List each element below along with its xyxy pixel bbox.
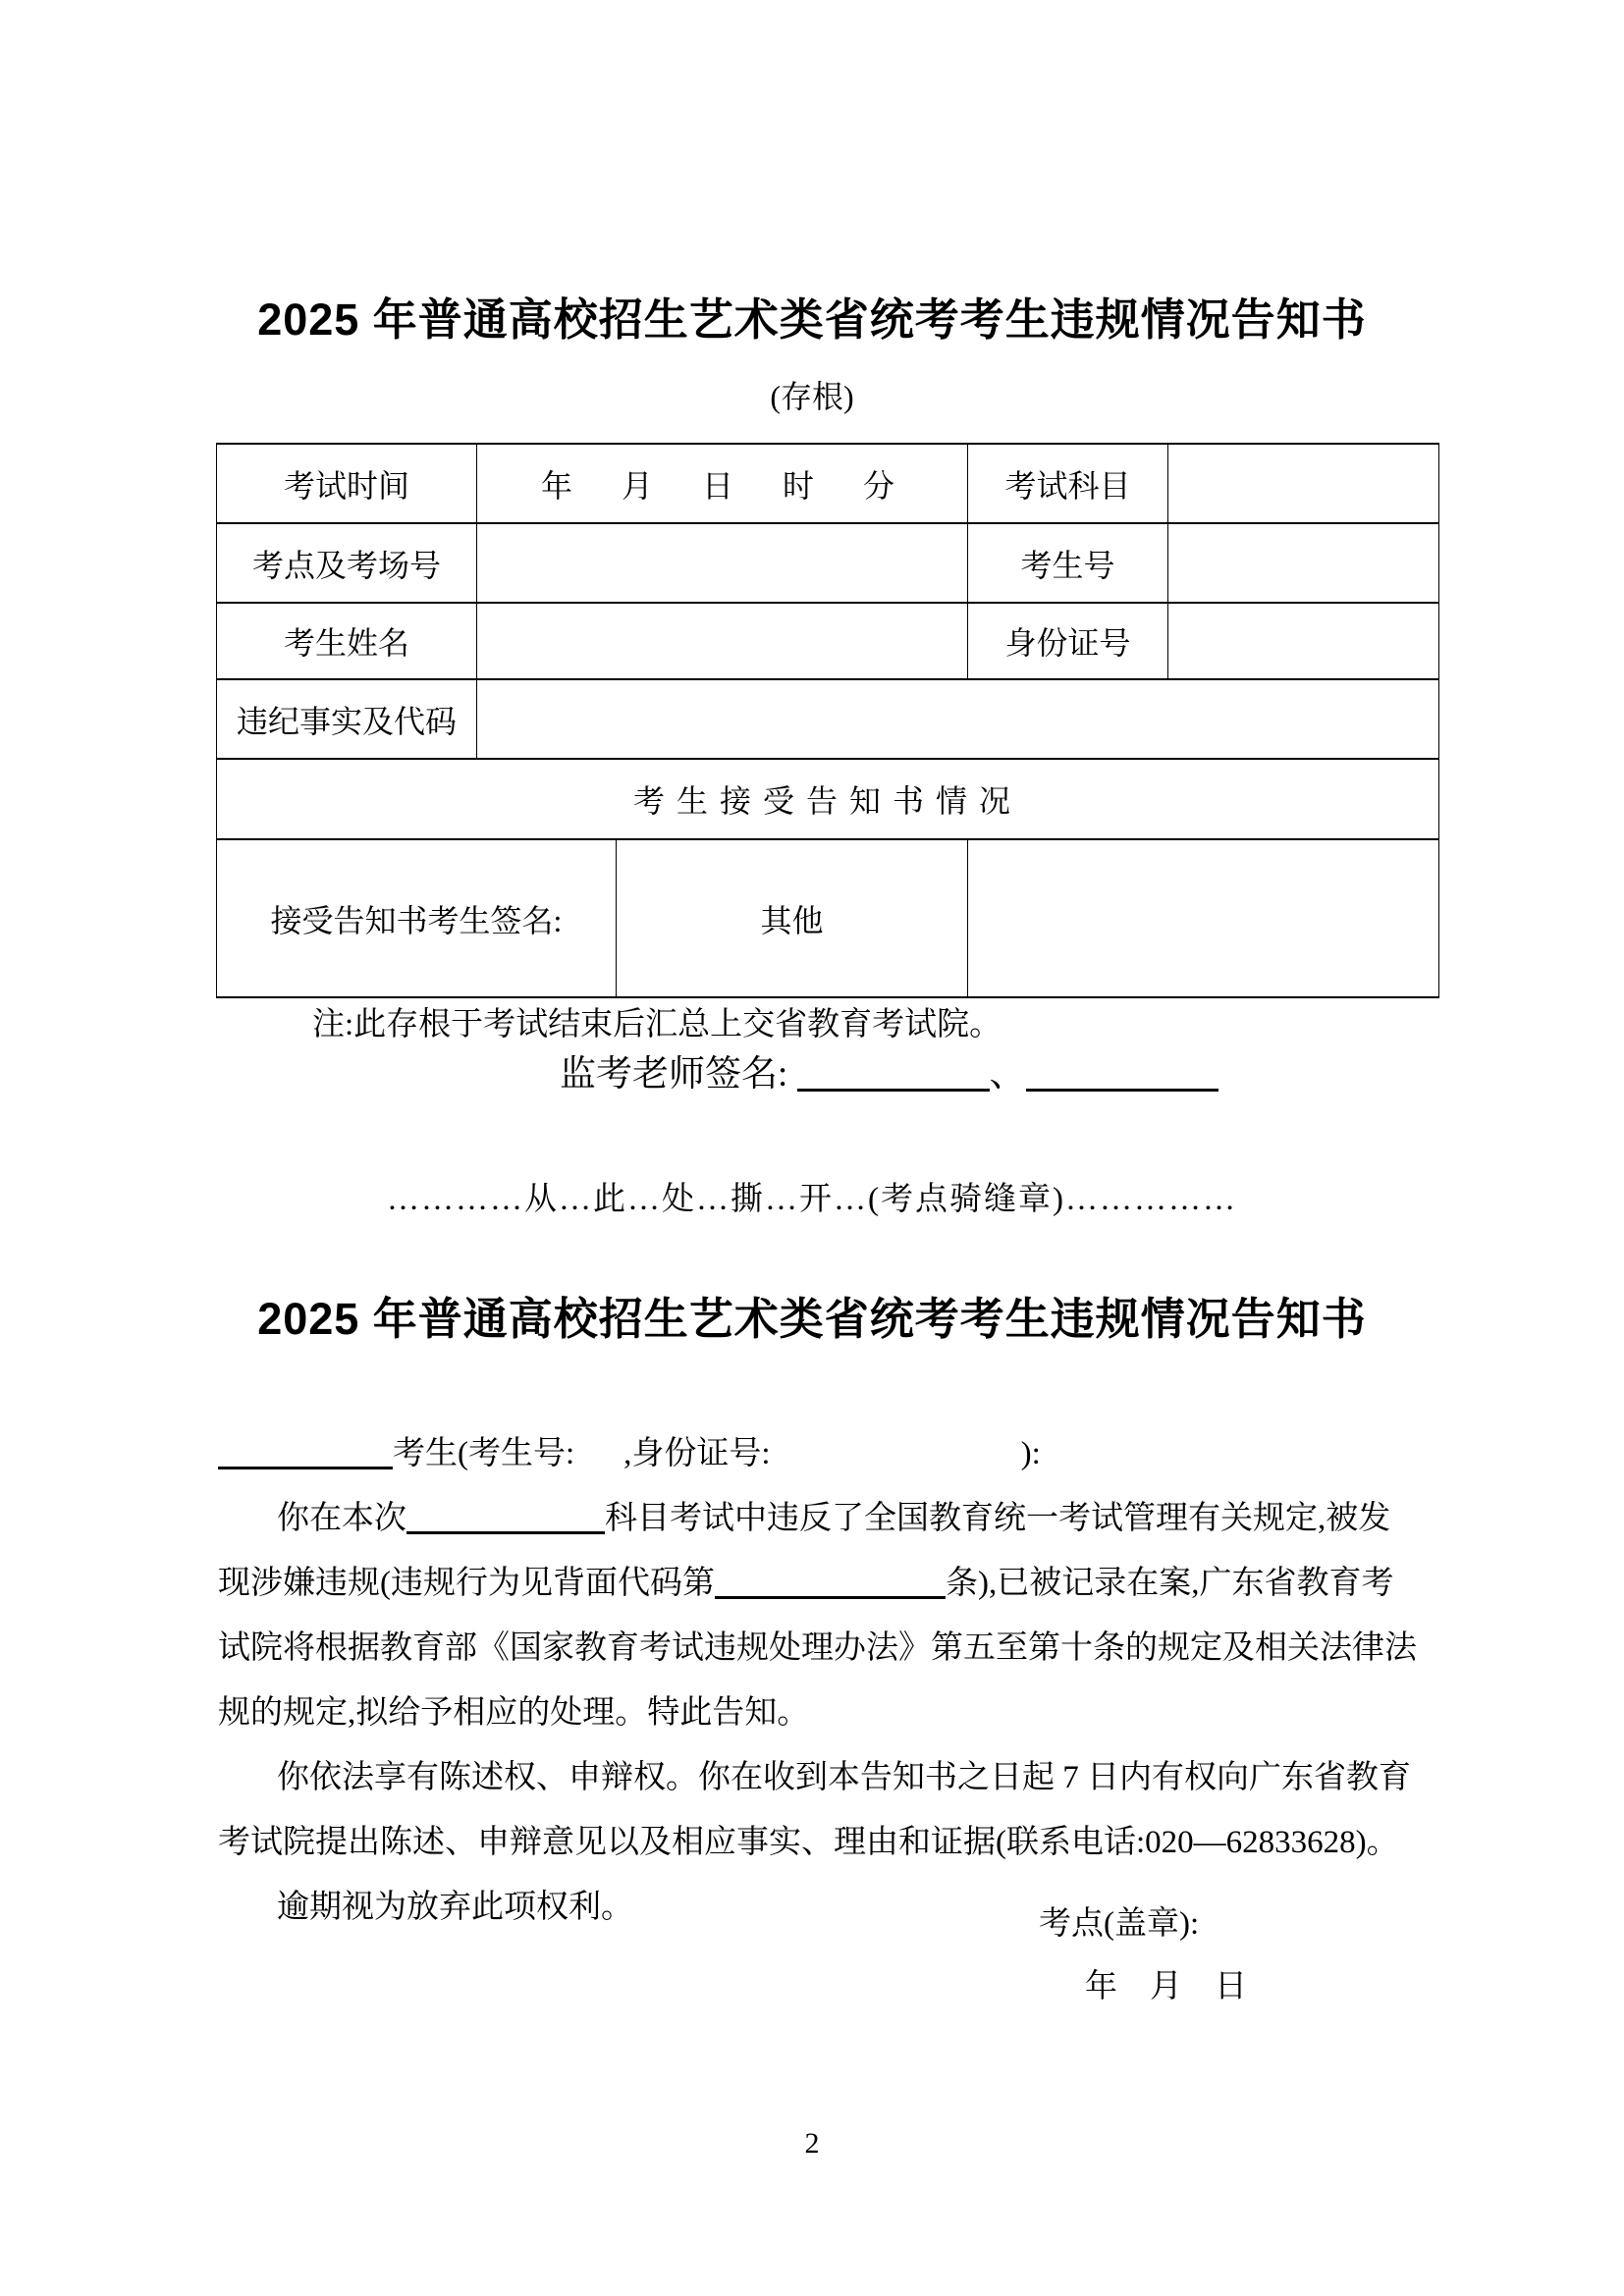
notice-line1-seg1: 考生(考生号:	[393, 1436, 575, 1471]
table-row-violation	[217, 679, 1439, 759]
table-row-signature	[217, 839, 1439, 997]
stub-subtitle: (存根)	[770, 379, 854, 414]
notice-line-3	[218, 1551, 1438, 1616]
stub-note: 注:此存根于考试结束后汇总上交省教育考试院。	[312, 1007, 1002, 1042]
other-label: 其他	[617, 839, 968, 997]
notice-line2-seg1: 你在本次	[277, 1501, 406, 1536]
code-number-blank	[715, 1596, 946, 1599]
notice-line-7: 考试院提出陈述、申辩意见以及相应事实、理由和证据(联系电话:020—62833628)。	[218, 1825, 1399, 1860]
notice-line1-seg3: ):	[1020, 1436, 1041, 1471]
violation-value-cell	[477, 679, 1439, 759]
notice-title: 2025 年普通高校招生艺术类省统考考生违规情况告知书	[257, 1294, 1367, 1344]
violation-label: 违纪事实及代码	[217, 679, 477, 759]
notice-line-6: 你依法享有陈述权、申辩权。你在收到本告知书之日起 7 日内有权向广东省教育	[277, 1760, 1411, 1795]
site-room-label: 考点及考场号	[217, 523, 477, 603]
subject-blank	[406, 1531, 605, 1534]
candidate-name-blank	[218, 1467, 393, 1469]
id-number-value-cell	[1168, 603, 1439, 679]
table-row-site-room	[217, 523, 1439, 603]
invigilator-label: 监考老师签名:	[560, 1054, 788, 1095]
table-row-receipt-header	[217, 759, 1439, 839]
notice-line-5: 规的规定,拟给予相应的处理。特此告知。	[218, 1695, 810, 1731]
candidate-no-label: 考生号	[968, 523, 1168, 603]
candidate-name-value-cell	[477, 603, 968, 679]
stub-title: 2025 年普通高校招生艺术类省统考考生违规情况告知书	[257, 294, 1367, 345]
receipt-header: 考生接受告知书情况	[217, 759, 1439, 839]
other-value-cell	[968, 839, 1439, 997]
exam-time-label: 考试时间	[217, 444, 477, 523]
invigilator-signature-line	[560, 1050, 1218, 1099]
stub-form-table	[216, 443, 1439, 998]
notice-line-1	[218, 1421, 1438, 1486]
signature-label: 接受告知书考生签名:	[217, 839, 617, 997]
exam-time-value: 年 月 日 时 分	[477, 444, 968, 523]
notice-line1-seg2: ,身份证号:	[623, 1436, 771, 1471]
exam-subject-value-cell	[1168, 444, 1439, 523]
notice-line-4: 试院将根据教育部《国家教育考试违规处理办法》第五至第十条的规定及相关法律法	[218, 1630, 1417, 1666]
table-row-candidate-name	[217, 603, 1439, 679]
site-room-value-cell	[477, 523, 968, 603]
date-line: 年 月 日	[1085, 1969, 1247, 2004]
invigilator-blank-1	[797, 1089, 990, 1092]
notice-line2-seg2: 科目考试中违反了全国教育统一考试管理有关规定,被发	[605, 1501, 1391, 1536]
invigilator-separator: 、	[989, 1054, 1026, 1095]
notice-line-2	[218, 1486, 1438, 1551]
notice-body	[218, 1421, 1438, 1940]
candidate-name-label: 考生姓名	[217, 603, 477, 679]
candidate-no-value-cell	[1168, 523, 1439, 603]
table-row-exam-time	[217, 444, 1439, 523]
notice-line3-seg1: 现涉嫌违规(违规行为见背面代码第	[218, 1566, 715, 1601]
page-number: 2	[804, 2127, 820, 2160]
tear-line: …………从…此…处…撕…开…(考点骑缝章)……………	[387, 1182, 1237, 1217]
notice-line-8: 逾期视为放弃此项权利。	[277, 1890, 633, 1925]
notice-line3-seg2: 条),已被记录在案,广东省教育考	[946, 1566, 1394, 1601]
exam-subject-label: 考试科目	[968, 444, 1168, 523]
seal-label: 考点(盖章):	[1039, 1906, 1200, 1942]
id-number-label: 身份证号	[968, 603, 1168, 679]
invigilator-blank-2	[1026, 1089, 1218, 1092]
